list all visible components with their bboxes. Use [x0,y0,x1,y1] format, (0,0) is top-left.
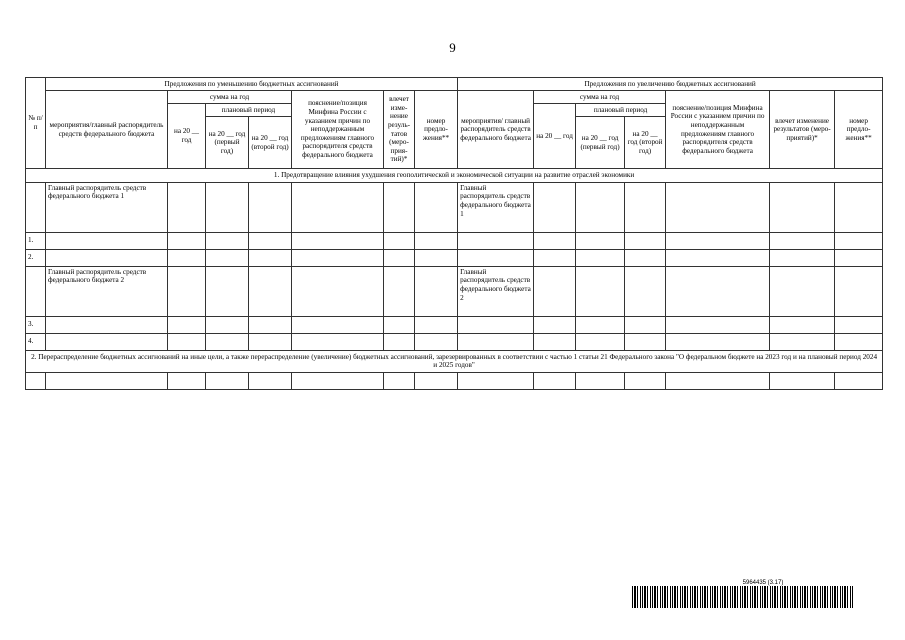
decrease-plan-period: плановый период [206,104,292,117]
row-number: 3. [26,316,46,333]
table-row [26,232,883,249]
increase-entails-header: влечет изменение результатов (меро-приятий)* [770,91,835,169]
header-row-2 [26,91,883,104]
increase-explanation-header: пояснение/позиция Минфина России с указанием причин по неподдержанным предложениям главного распорядителя средств федерального бюджета [666,91,770,169]
gr2-right-cell: Главный распорядитель средств федерального бюджета 2 [458,266,534,316]
budget-proposals-table [25,77,883,390]
decrease-entails-header: влечет изме-нение резуль-татов (меро-прия-тий)* [384,91,415,169]
decrease-number-header: номер предло-жения** [415,91,458,169]
table-row [26,266,883,316]
section-2-title: 2. Перераспределение бюджетных ассигнований на иные цели, а также перераспределение (увеличение) бюджетных ассигнований, зарезервированных в соответствии с частью 1 статьи 21 Федерального закона "О федеральном бюджете на 2023 год и на плановый период 2024 и 2025 годов" [26,350,883,372]
gr1-right-cell: Главный распорядитель средств федерального бюджета 1 [458,182,534,232]
increase-year1-header: на 20 __ год (первый год) [576,117,625,169]
decrease-title: Предложения по уменьшению бюджетных ассигнований [46,78,458,91]
table-row [26,372,883,389]
increase-year2-header: на 20 __ год (второй год) [625,117,666,169]
row-number: 4. [26,333,46,350]
increase-title: Предложения по увеличению бюджетных ассигнований [458,78,883,91]
decrease-year2-header: на 20 __ год (второй год) [249,117,292,169]
row-number: 2. [26,249,46,266]
decrease-measure-header: мероприятия/главный распорядитель средств федерального бюджета [46,91,168,169]
col-num-header: № п/п [26,78,46,169]
decrease-sum-year: сумма на год [168,91,292,104]
increase-measure-header: мероприятия/ главный распорядитель средств федерального бюджета [458,91,534,169]
page-number: 9 [449,40,456,55]
table-row [26,249,883,266]
section-1-row [26,169,883,183]
increase-plan-period: плановый период [576,104,666,117]
barcode-icon [632,586,854,608]
section-2-row [26,350,883,372]
increase-sum-year: сумма на год [534,91,666,104]
table-row [26,333,883,350]
increase-year0-header: на 20 __ год [534,104,576,169]
table-row [26,316,883,333]
barcode-block [632,580,854,608]
gr2-left-cell: Главный распорядитель средств федерального бюджета 2 [46,266,168,316]
decrease-explanation-header: пояснение/позиция Минфина России с указанием причин по неподдержанным предложениям главного распорядителя средств федерального бюджета [292,91,384,169]
header-row-1 [26,78,883,91]
decrease-year1-header: на 20 __ год (первый год) [206,117,249,169]
barcode-text: 5964435 (3.17) [742,580,784,586]
row-number: 1. [26,232,46,249]
table-row [26,182,883,232]
increase-number-header: номер предло-жения** [835,91,883,169]
gr1-left-cell: Главный распорядитель средств федерального бюджета 1 [46,182,168,232]
decrease-year0-header: на 20 __ год [168,104,206,169]
section-1-title: 1. Предотвращение влияния ухудшения геополитической и экономической ситуации на развитие отраслей экономики [26,169,883,183]
